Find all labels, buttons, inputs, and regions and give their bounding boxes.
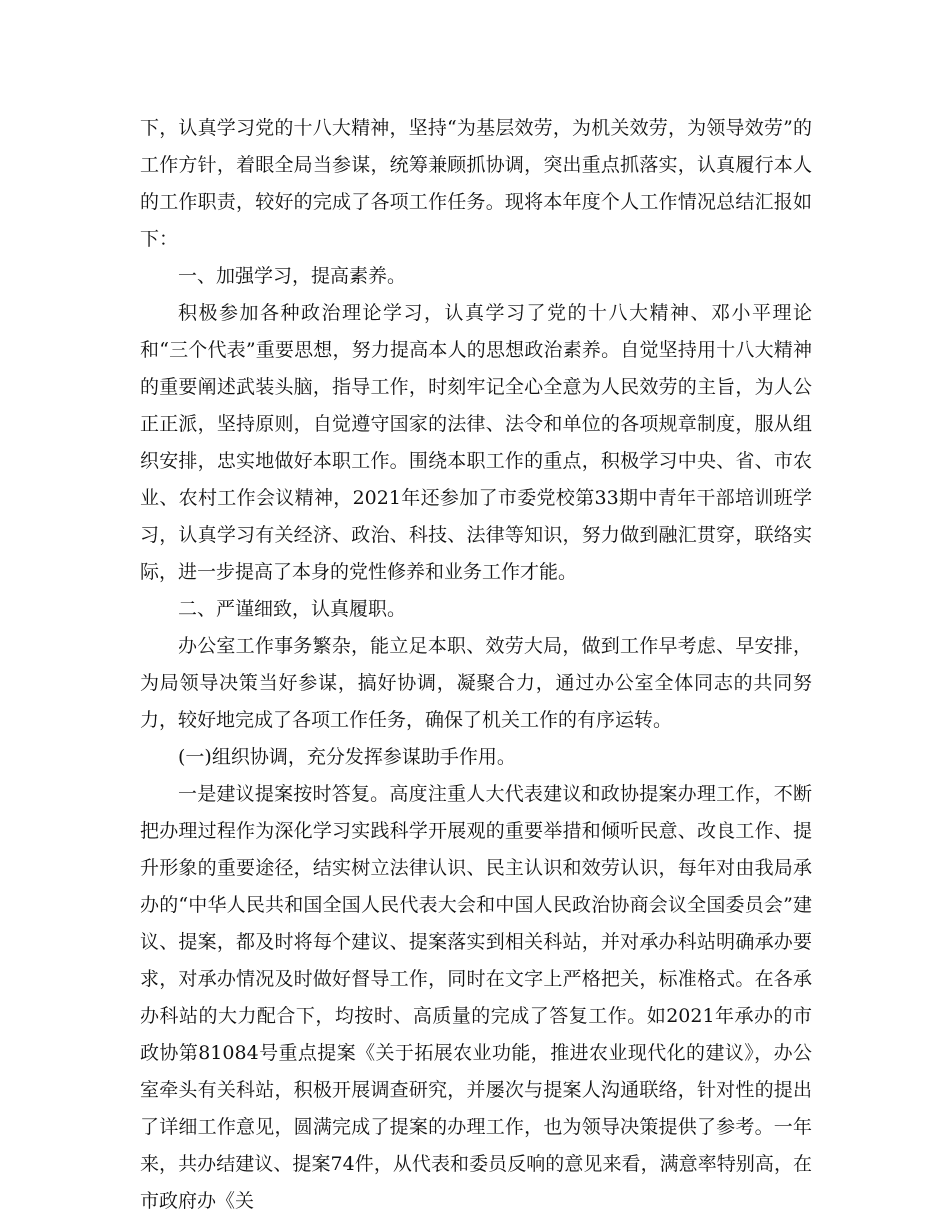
paragraph-proposals: 一是建议提案按时答复。高度注重人大代表建议和政协提案办理工作，不断把办理过程作为深化学习实践科学开展观的重要举措和倾听民意、改良工作、提升形象的重要途径，结实树立法律认识、民主认识和效劳认识，每年对由我局承办的“中华人民共和国全国人民代表大会和中国人民政治协商会议全国委员会”建议、提案，都及时将每个建议、提案落实到相关科站，并对承办科站明确承办要求，对承办情况及时做好督导工作，同时在文字上严格把关，标准格式。在各承办科站的大力配合下，均按时、高质量的完成了答复工作。如2021年承办的市政协第81084号重点提案《关于拓展农业功能，推进农业现代化的建议》，办公室牵头有关科站，积极开展调查研究，并屡次与提案人沟通联络，针对性的提出了详细工作意见，圆满完成了提案的办理工作，也为领导决策提供了参考。一年来，共办结建议、提案74件，从代表和委员反响的意见来看，满意率特别高，在市政府办《关	[140, 783, 812, 1212]
paragraph-intro-continuation: 下，认真学习党的十八大精神，坚持“为基层效劳，为机关效劳，为领导效劳”的工作方针，着眼全局当参谋，统筹兼顾抓协调，突出重点抓落实，认真履行本人的工作职责，较好的完成了各项工作任务。现将本年度个人工作情况总结汇报如下：	[140, 117, 812, 250]
subsection-heading-1: (一)组织协调，充分发挥参谋助手作用。	[178, 746, 516, 768]
paragraph-office-work: 办公室工作事务繁杂，能立足本职、效劳大局，做到工作早考虑、早安排，为局领导决策当好参谋，搞好协调，凝聚合力，通过办公室全体同志的共同努力，较好地完成了各项工作任务，确保了机关工作的有序运转。	[140, 635, 812, 731]
document-body	[140, 110, 812, 1220]
paragraph-study: 积极参加各种政治理论学习，认真学习了党的十八大精神、邓小平理论和“三个代表”重要思想，努力提高本人的思想政治素养。自觉坚持用十八大精神的重要阐述武装头脑，指导工作，时刻牢记全心全意为人民效劳的主旨，为人公正正派，坚持原则，自觉遵守国家的法律、法令和单位的各项规章制度，服从组织安排，忠实地做好本职工作。围绕本职工作的重点，积极学习中央、省、市农业、农村工作会议精神，2021年还参加了市委党校第33期中青年干部培训班学习，认真学习有关经济、政治、科技、法律等知识，努力做到融汇贯穿，联络实际，进一步提高了本身的党性修养和业务工作才能。	[140, 302, 812, 583]
section-heading-2: 二、严谨细致，认真履职。	[178, 598, 407, 620]
section-heading-1: 一、加强学习，提高素养。	[178, 265, 407, 287]
